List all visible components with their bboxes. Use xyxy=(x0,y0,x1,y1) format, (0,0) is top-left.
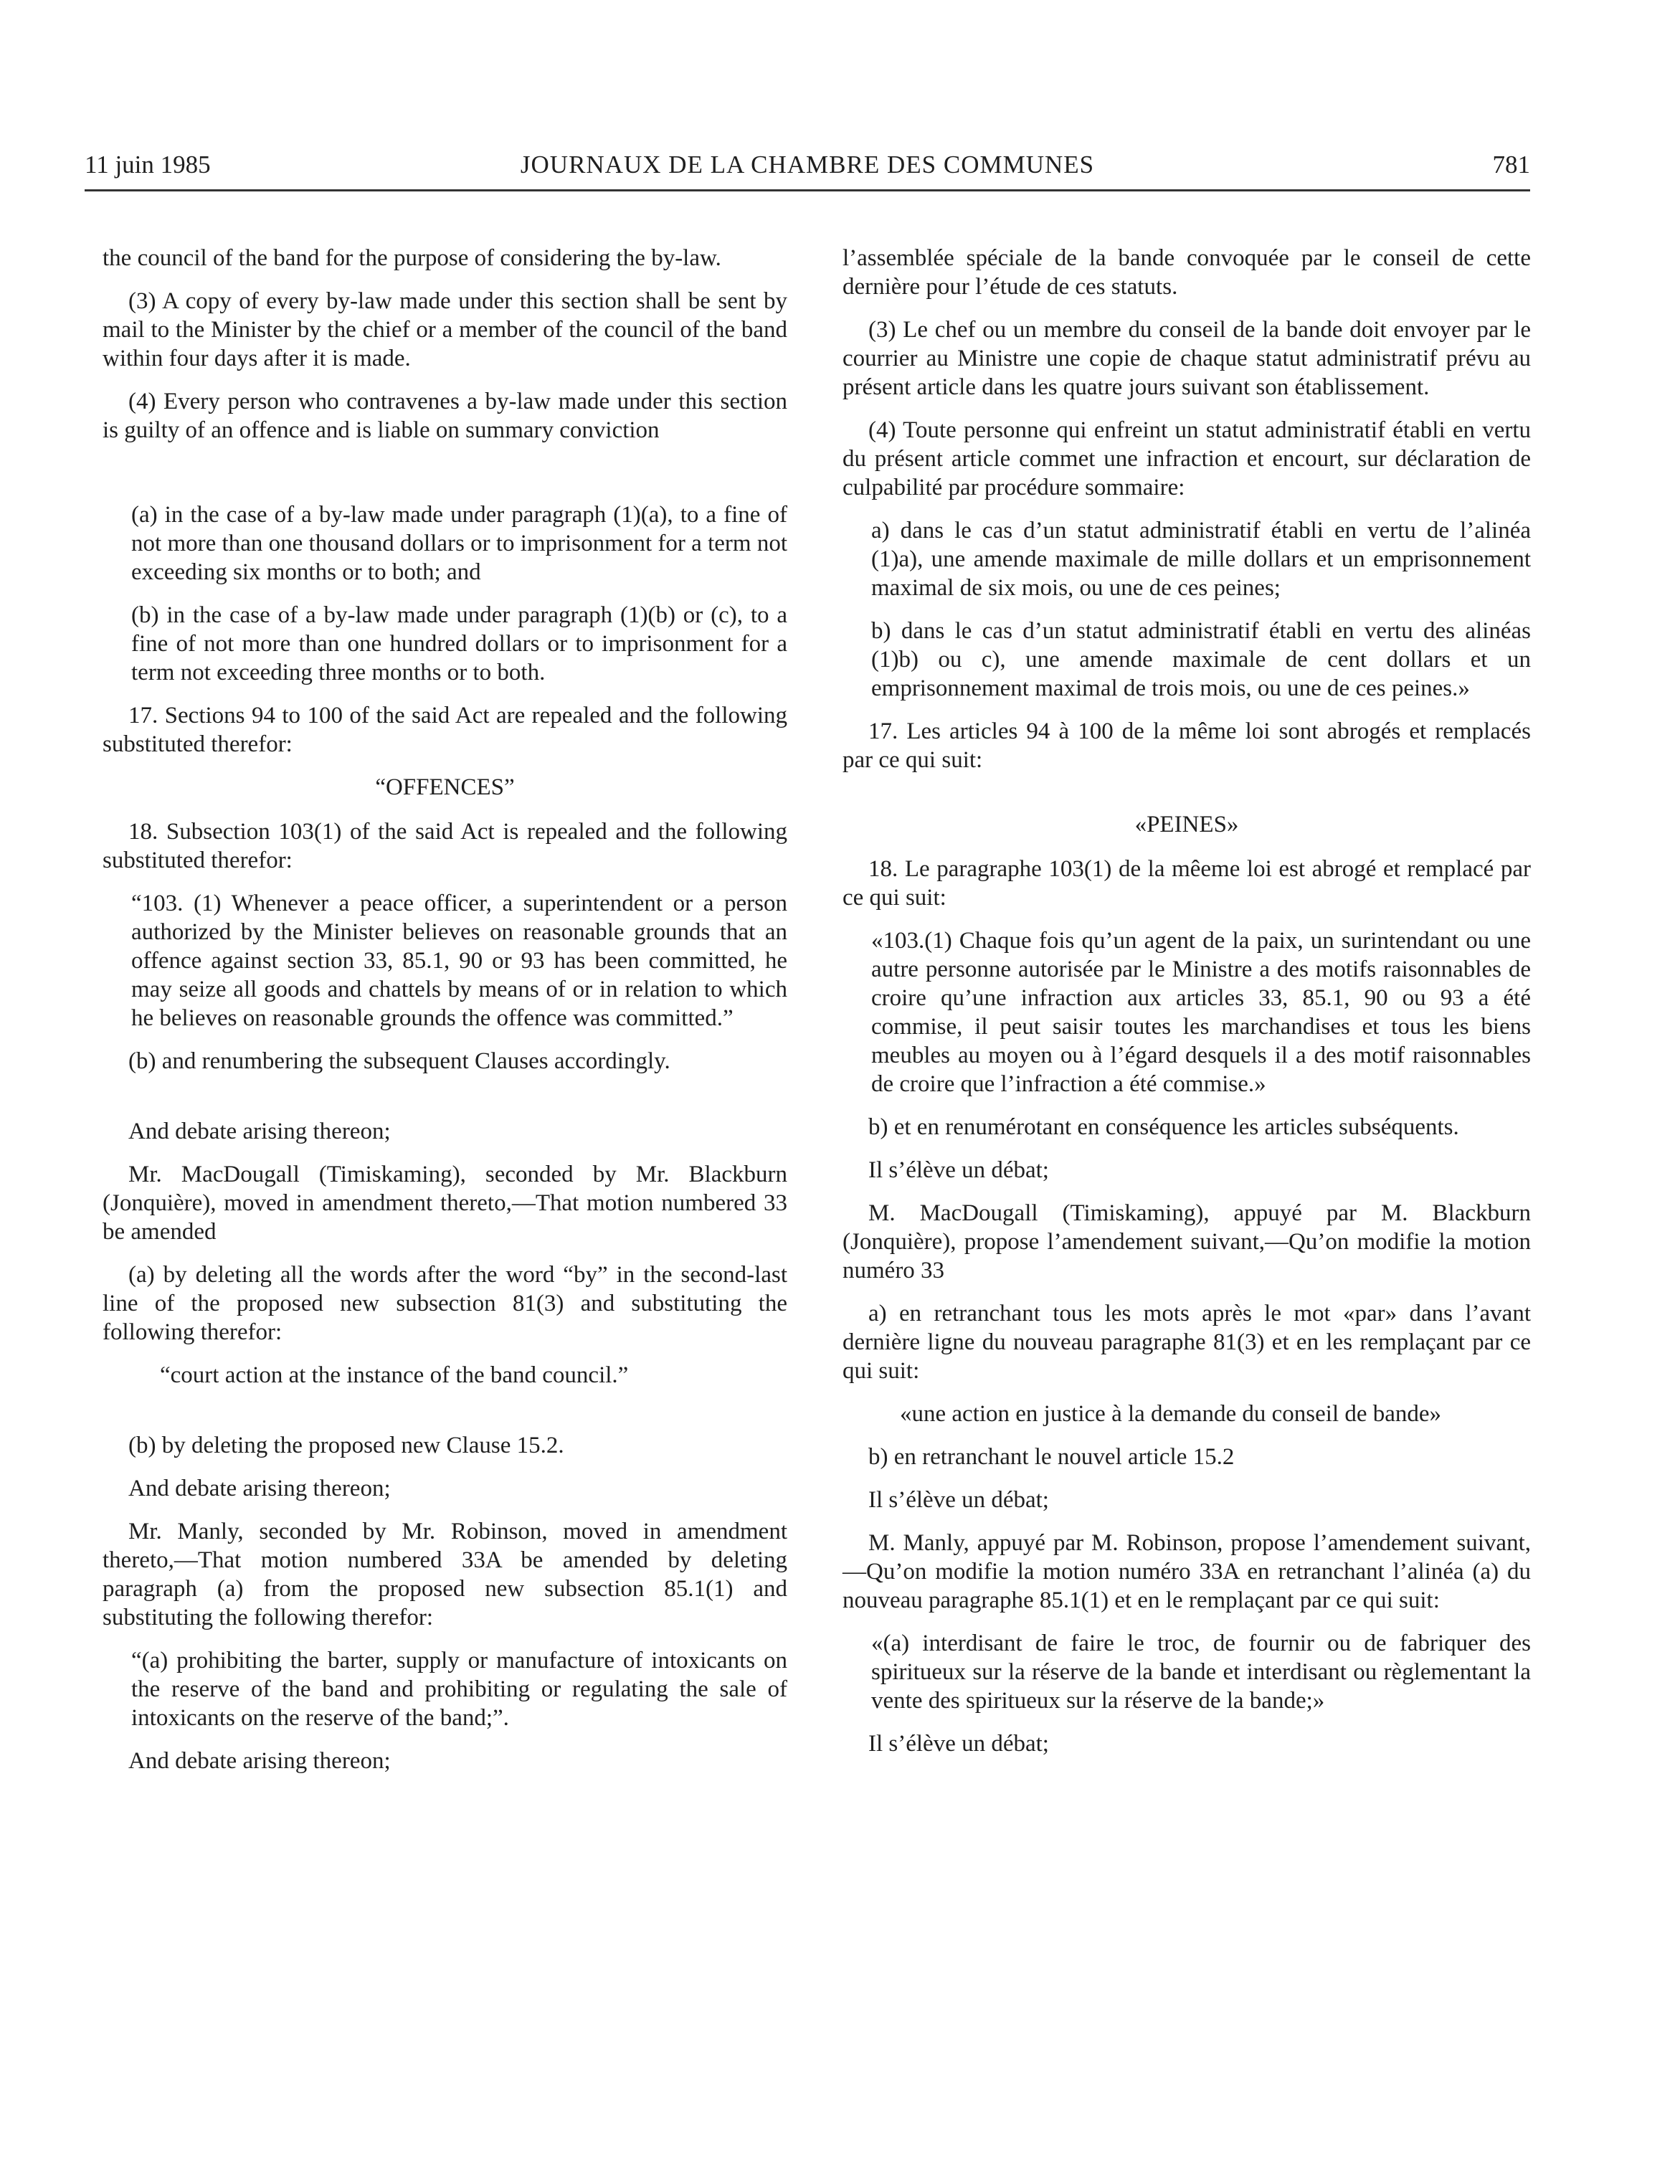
paragraph: b) et en renumérotant en conséquence les articles subséquents. xyxy=(868,1114,1459,1140)
paragraph: (3) A copy of every by-law made under this section shall be sent by mail to the Minister by the chief or a member of the council of the band within four days after it is made. xyxy=(103,288,787,371)
quoted-text: “court action at the instance of the band council.” xyxy=(160,1362,629,1388)
page-number: 781 xyxy=(1492,151,1530,179)
paragraph: (b) and renumbering the subsequent Clauses accordingly. xyxy=(128,1048,670,1074)
paragraph: b) en retranchant le nouvel article 15.2 xyxy=(868,1444,1235,1470)
quoted-provision: “103. (1) Whenever a peace officer, a superintendent or a person authorized by the Minister believes on reasonable grounds that an offence against section 33, 85.1, 90 or 93 has been committed, he may seize all goods and chattels by means of or in relation to which he believes on reasonable grounds the offence was committed.” xyxy=(131,891,787,1031)
section-heading: «PEINES» xyxy=(1134,812,1239,837)
quoted-provision: “(a) prohibiting the barter, supply or manufacture of intoxicants on the reserve of the band and prohibiting or regulating the sale of intoxicants on the reserve of the band;”. xyxy=(131,1648,787,1731)
paragraph: Mr. MacDougall (Timiskaming), seconded by Mr. Blackburn (Jonquière), moved in amendment thereto,—That motion numbered 33 be amended xyxy=(103,1162,787,1245)
paragraph: (4) Toute personne qui enfreint un statut administratif établi en vertu du présent article commet une infraction et encourt, sur déclaration de culpabilité par procédure sommaire: xyxy=(843,417,1531,500)
paragraph: a) en retranchant tous les mots après le mot «par» dans l’avant dernière ligne du nouveau paragraphe 81(3) et en les remplaçant par ce qui suit: xyxy=(843,1301,1531,1384)
paragraph: 18. Le paragraphe 103(1) de la mêeme loi est abrogé et remplacé par ce qui suit: xyxy=(843,856,1531,911)
header-date: 11 juin 1985 xyxy=(85,151,211,179)
paragraph: (b) by deleting the proposed new Clause 15.2. xyxy=(128,1433,564,1458)
paragraph: And debate arising thereon; xyxy=(128,1119,391,1144)
page-header xyxy=(85,143,1530,191)
paragraph: Il s’élève un débat; xyxy=(868,1157,1049,1183)
paragraph: Il s’élève un débat; xyxy=(868,1731,1049,1757)
paragraph: the council of the band for the purpose of considering the by-law. xyxy=(103,245,721,271)
paragraph: l’assemblée spéciale de la bande convoquée par le conseil de cette dernière pour l’étude de ces statuts. xyxy=(843,245,1531,300)
paragraph: 17. Les articles 94 à 100 de la même loi sont abrogés et remplacés par ce qui suit: xyxy=(843,718,1531,773)
paragraph: (b) in the case of a by-law made under paragraph (1)(b) or (c), to a fine of not more than one hundred dollars or to imprisonment for a term not exceeding three months or to both. xyxy=(131,602,787,685)
header-title: JOURNAUX DE LA CHAMBRE DES COMMUNES xyxy=(520,151,1095,179)
quoted-provision: «(a) interdisant de faire le troc, de fournir ou de fabriquer des spiritueux sur la réserve de la bande et interdisant ou règlementant la vente des spiritueux sur la réserve de la bande;» xyxy=(871,1630,1531,1714)
paragraph: (a) by deleting all the words after the word “by” in the second-last line of the proposed new subsection 81(3) and substituting the following therefor: xyxy=(103,1262,787,1345)
paragraph: (4) Every person who contravenes a by-law made under this section is guilty of an offence and is liable on summary conviction xyxy=(103,389,787,443)
paragraph: b) dans le cas d’un statut administratif établi en vertu des alinéas (1)b) ou c), une amende maximale de cent dollars et un emprisonnement maximal de trois mois, ou une de ces peines.» xyxy=(871,618,1531,701)
paragraph: 17. Sections 94 to 100 of the said Act are repealed and the following substituted therefor: xyxy=(103,703,787,757)
paragraph: M. MacDougall (Timiskaming), appuyé par M. Blackburn (Jonquière), propose l’amendement suivant,—Qu’on modifie la motion numéro 33 xyxy=(843,1200,1531,1283)
paragraph: And debate arising thereon; xyxy=(128,1476,391,1501)
section-heading: “OFFENCES” xyxy=(375,774,515,800)
quoted-provision: «103.(1) Chaque fois qu’un agent de la paix, un surintendant ou une autre personne autorisée par le Ministre a des motifs raisonnables de croire qu’une infraction aux articles 33, 85.1, 90 ou 93 a été commise, il peut saisir toutes les marchandises et tous les biens meubles au moyen ou à l’égard desquels il a des motif raisonnables de croire que l’infraction a été commise.» xyxy=(871,928,1531,1097)
french-column xyxy=(843,244,1531,1772)
spacer xyxy=(103,459,787,500)
paragraph: Il s’élève un débat; xyxy=(868,1487,1049,1513)
paragraph: 18. Subsection 103(1) of the said Act is repealed and the following substituted therefor: xyxy=(103,819,787,873)
paragraph: M. Manly, appuyé par M. Robinson, propose l’amendement suivant,—Qu’on modifie la motion numéro 33A en retranchant l’alinéa (a) du nouveau paragraphe 85.1(1) et en le remplaçant par ce qui suit: xyxy=(843,1530,1531,1613)
english-column xyxy=(103,244,787,1790)
paragraph: (a) in the case of a by-law made under paragraph (1)(a), to a fine of not more than one thousand dollars or to imprisonment for a term not exceeding six months or to both; and xyxy=(131,502,787,585)
paragraph: Mr. Manly, seconded by Mr. Robinson, moved in amendment thereto,—That motion numbered 33A be amended by deleting paragraph (a) from the proposed new subsection 85.1(1) and substituting the following therefor: xyxy=(103,1519,787,1630)
paragraph: a) dans le cas d’un statut administratif établi en vertu de l’alinéa (1)a), une amende maximale de mille dollars et un emprisonnement maximal de six mois, ou une de ces peines; xyxy=(871,518,1531,601)
paragraph: And debate arising thereon; xyxy=(128,1748,391,1774)
quoted-text: «une action en justice à la demande du conseil de bande» xyxy=(900,1401,1442,1427)
paragraph: (3) Le chef ou un membre du conseil de la bande doit envoyer par le courrier au Ministre une copie de chaque statut administratif prévu au présent article dans les quatre jours suivant son établissement. xyxy=(843,317,1531,400)
